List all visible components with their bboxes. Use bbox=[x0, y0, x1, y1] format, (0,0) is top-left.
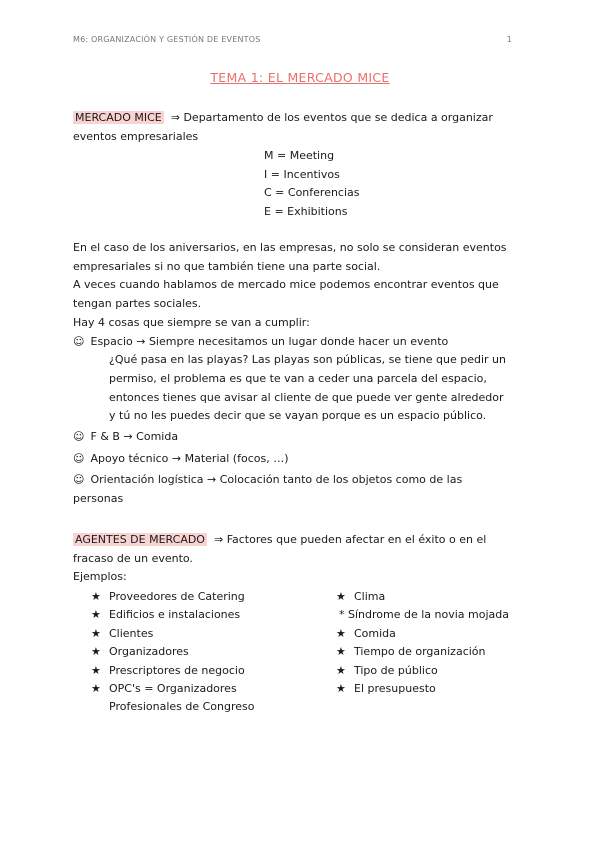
mice-letter-e: E = Exhibitions bbox=[264, 205, 348, 219]
agentes-definition-text-2: fracaso de un evento. bbox=[73, 551, 193, 565]
paragraph-line: empresariales si no que también tiene una parte social. bbox=[73, 259, 381, 273]
list-item: ★ El presupuesto bbox=[336, 680, 509, 698]
star-icon: ★ bbox=[336, 663, 346, 677]
smiley-icon: ☺ bbox=[73, 473, 85, 487]
paragraph-line: A veces cuando hablamos de mercado mice podemos encontrar eventos que bbox=[73, 278, 499, 292]
agentes-term: AGENTES DE MERCADO bbox=[75, 533, 205, 546]
smiley-icon: ☺ bbox=[73, 451, 85, 465]
mice-definition-text-2: eventos empresariales bbox=[73, 129, 199, 143]
item-espacio-text: Espacio → Siempre necesitamos un lugar donde hacer un evento bbox=[90, 334, 449, 348]
examples-left-list bbox=[91, 588, 255, 717]
item-orientacion-text-2: personas bbox=[73, 492, 124, 506]
paragraph-line: En el caso de los aniversarios, en las empresas, no solo se consideran eventos bbox=[73, 241, 507, 254]
header-title: M6: ORGANIZACIÓN Y GESTIÓN DE EVENTOS bbox=[73, 35, 261, 44]
examples-label: Ejemplos: bbox=[73, 570, 127, 584]
list-note: * Síndrome de la novia mojada bbox=[339, 608, 509, 622]
page-header bbox=[73, 35, 512, 44]
star-icon: ★ bbox=[336, 682, 346, 696]
espacio-detail-line: ¿Qué pasa en las playas? Las playas son públicas, se tiene que pedir un bbox=[109, 353, 506, 367]
star-icon: ★ bbox=[336, 645, 346, 659]
list-item: ★ Clientes bbox=[91, 625, 255, 643]
list-item: ★ Tipo de público bbox=[336, 662, 509, 680]
star-icon: ★ bbox=[91, 663, 101, 677]
star-icon: ★ bbox=[91, 682, 101, 696]
star-icon: ★ bbox=[91, 626, 101, 640]
mice-definition bbox=[73, 109, 525, 146]
list-item: ★ Organizadores bbox=[91, 643, 255, 661]
list-item: ★ Edificios e instalaciones bbox=[91, 606, 255, 624]
star-icon: ★ bbox=[336, 626, 346, 640]
item-fb bbox=[73, 428, 525, 447]
smiley-icon: ☺ bbox=[73, 334, 85, 348]
mice-letter-c: C = Conferencias bbox=[264, 186, 360, 200]
espacio-detail-line: permiso, el problema es que te van a ceder una parcela del espacio, bbox=[109, 371, 487, 385]
espacio-detail-line: entonces tienes que avisar al cliente de que puede ver gente alrededor bbox=[109, 390, 504, 404]
star-icon: ★ bbox=[91, 645, 101, 659]
smiley-icon: ☺ bbox=[73, 430, 85, 444]
star-icon: ★ bbox=[91, 608, 101, 622]
star-icon: ★ bbox=[91, 590, 101, 603]
list-item: ★ Tiempo de organización bbox=[336, 643, 509, 661]
mice-definition-text: Departamento de los eventos que se dedica a organizar bbox=[183, 111, 493, 124]
page-number: 1 bbox=[506, 35, 512, 44]
mice-letters bbox=[264, 147, 360, 222]
agentes-definition bbox=[73, 531, 525, 587]
paragraph-line: tengan partes sociales. bbox=[73, 297, 202, 311]
list-item: ★ Proveedores de Catering bbox=[91, 588, 255, 606]
mice-arrow: ⇒ bbox=[170, 111, 180, 124]
agentes-definition-text: Factores que pueden afectar en el éxito o en el bbox=[226, 533, 487, 546]
espacio-detail-line: y tú no les puedes decir que se vayan porque es un espacio público. bbox=[109, 409, 487, 423]
body-text bbox=[73, 239, 525, 509]
star-icon: ★ bbox=[336, 590, 346, 603]
item-orientacion bbox=[73, 471, 525, 490]
item-apoyo bbox=[73, 450, 525, 469]
agentes-arrow: ⇒ bbox=[213, 533, 224, 546]
list-item: ★ Prescriptores de negocio bbox=[91, 662, 255, 680]
list-item: ★ Comida bbox=[336, 625, 509, 643]
item-apoyo-text: Apoyo técnico → Material (focos, …) bbox=[90, 451, 289, 465]
item-fb-text: F & B → Comida bbox=[90, 430, 179, 444]
list-item: ★ Clima bbox=[336, 588, 509, 606]
item-espacio bbox=[73, 333, 525, 352]
mice-letter-m: M = Meeting bbox=[264, 149, 335, 162]
list-item: ★ OPC's = Organizadores bbox=[91, 680, 255, 698]
list-item-continuation: Profesionales de Congreso bbox=[109, 700, 255, 714]
mice-letter-i: I = Incentivos bbox=[264, 167, 340, 181]
item-orientacion-text: Orientación logística → Colocación tanto de los objetos como de las bbox=[90, 473, 463, 487]
document-title: TEMA 1: EL MERCADO MICE bbox=[210, 70, 390, 85]
paragraph-line: Hay 4 cosas que siempre se van a cumplir: bbox=[73, 315, 310, 329]
examples-right-list bbox=[336, 588, 509, 698]
mice-term: MERCADO MICE bbox=[75, 111, 162, 124]
